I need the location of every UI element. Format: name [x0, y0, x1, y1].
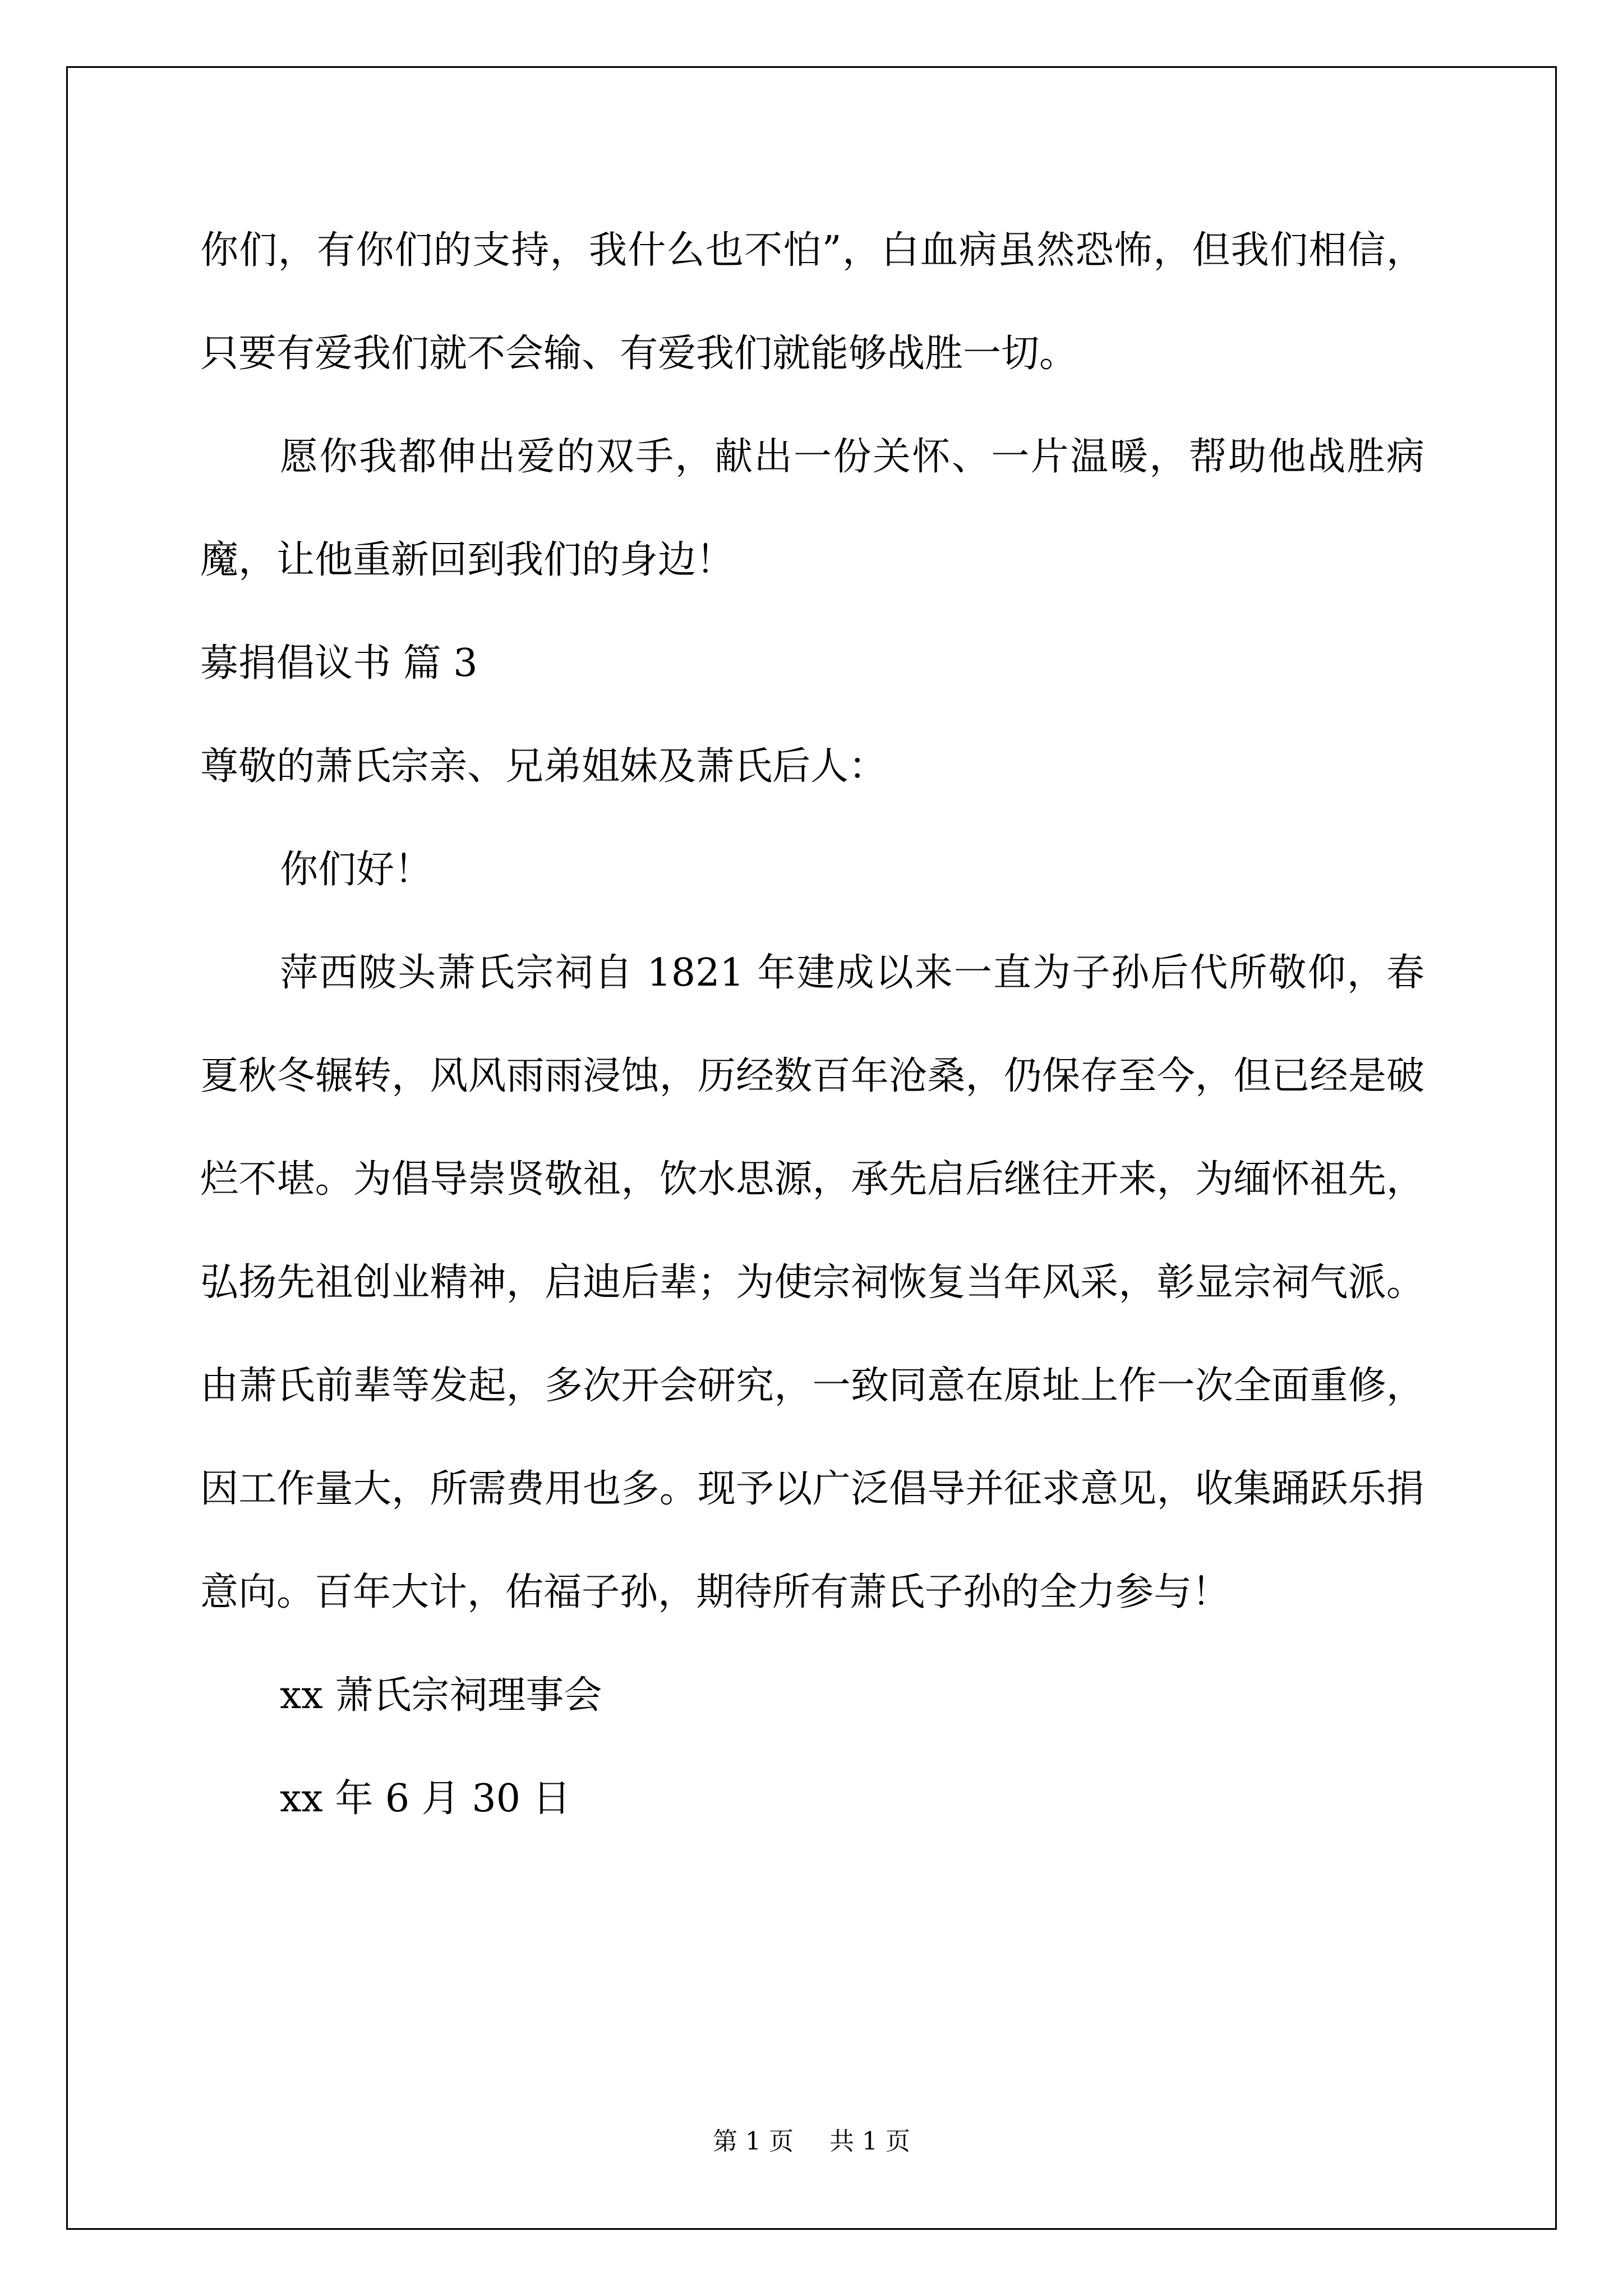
page-footer [0, 2125, 1623, 2159]
paragraph-body: 萍西陂头萧氏宗祠自 1821 年建成以来一直为子孙后代所敬仰，春夏秋冬辗转，风风雨雨浸蚀，历经数百年沧桑，仍保存至今，但已经是破烂不堪。为倡导崇贤敬祖，饮水思源，承先启后继往开来，为缅怀祖先，弘扬先祖创业精神，启迪后辈；为使宗祠恢复当年风采，彰显宗祠气派。由萧氏前辈等发起，多次开会研究，一致同意在原址上作一次全面重修，因工作量大，所需费用也多。现予以广泛倡导并征求意见，收集踊跃乐捐意向。百年大计，佑福子孙，期待所有萧氏子孙的全力参与！ [200, 951, 1424, 1614]
greeting: 你们好！ [280, 848, 433, 892]
section-heading: 募捐倡议书 篇 3 [200, 641, 478, 685]
salutation: 尊敬的萧氏宗亲、兄弟姐妹及萧氏后人： [200, 744, 887, 789]
page-total: 共 1 页 [829, 2127, 910, 2156]
paragraph-appeal: 愿你我都伸出爱的双手，献出一份关怀、一片温暖，帮助他战胜病魔，让他重新回到我们的身边！ [200, 435, 1424, 582]
paragraph-continuation: 你们，有你们的支持，我什么也不怕”，白血病虽然恐怖，但我们相信，只要有爱我们就不会输、有爱我们就能够战胜一切。 [200, 228, 1424, 376]
document-body [200, 199, 1424, 1851]
signature-organization: xx 萧氏宗祠理事会 [280, 1673, 602, 1718]
signature-date: xx 年 6 月 30 日 [280, 1777, 571, 1821]
page-number: 第 1 页 [713, 2127, 794, 2156]
